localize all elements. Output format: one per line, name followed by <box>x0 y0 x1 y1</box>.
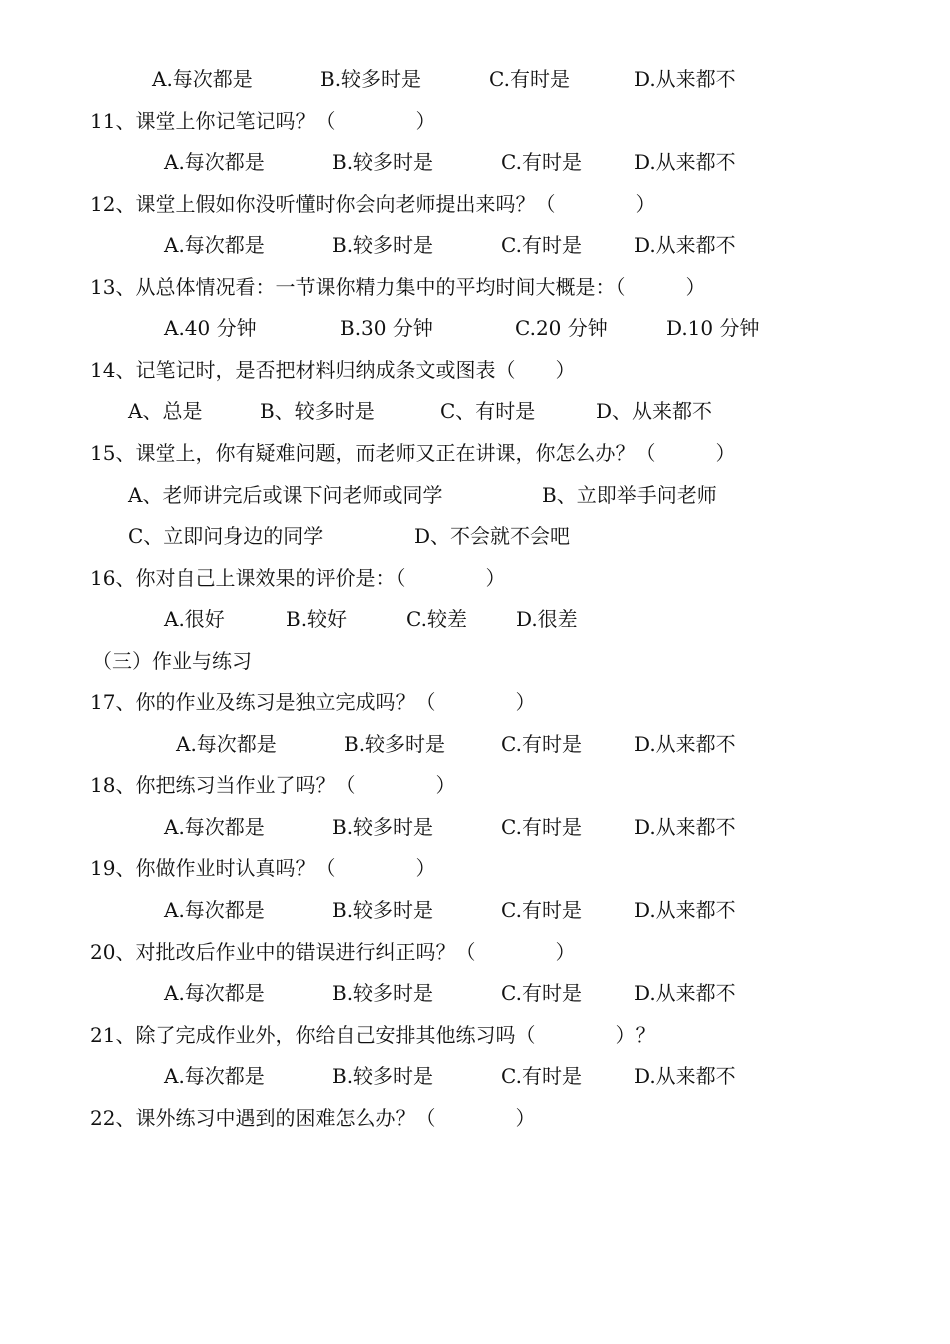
options-17 <box>0 729 950 759</box>
question-16: 16、你对自己上课效果的评价是：（ ） <box>90 566 506 590</box>
question-17: 17、你的作业及练习是独立完成吗？（ ） <box>90 690 536 714</box>
option-c: C.有时是 <box>501 233 582 257</box>
option-a: A.很好 <box>164 607 225 631</box>
question-21: 21、除了完成作业外，你给自己安排其他练习吗（ ）？ <box>90 1023 656 1047</box>
option-b: B.较多时是 <box>332 233 434 257</box>
option-c: C.有时是 <box>501 981 582 1005</box>
option-a: A.每次都是 <box>164 981 265 1005</box>
question-13: 13、从总体情况看：一节课你精力集中的平均时间大概是：（ ） <box>90 275 706 299</box>
question-12: 12、课堂上假如你没听懂时你会向老师提出来吗？（ ） <box>90 192 656 216</box>
option-b: B.30 分钟 <box>340 316 433 340</box>
option-a: A.每次都是 <box>152 67 253 91</box>
option-a: A.每次都是 <box>164 233 265 257</box>
option-b: B.较多时是 <box>332 1064 434 1088</box>
options-10 <box>0 64 950 94</box>
option-b: D、不会就不会吧 <box>414 524 571 548</box>
option-d: D.从来都不 <box>634 1064 736 1088</box>
option-c: C.有时是 <box>501 815 582 839</box>
option-a: A.每次都是 <box>164 815 265 839</box>
options-16 <box>0 604 950 634</box>
option-c: C.较差 <box>406 607 467 631</box>
options-18 <box>0 812 950 842</box>
option-b: B.较多时是 <box>332 898 434 922</box>
option-d: D.从来都不 <box>634 981 736 1005</box>
option-d: D、从来都不 <box>596 399 713 423</box>
option-a: C、立即问身边的同学 <box>128 524 324 548</box>
option-d: D.从来都不 <box>634 150 736 174</box>
option-b: B、较多时是 <box>260 399 375 423</box>
option-a: A、总是 <box>128 399 203 423</box>
question-11: 11、课堂上你记笔记吗？（ ） <box>90 109 436 133</box>
option-a: A.每次都是 <box>164 150 265 174</box>
option-c: C.有时是 <box>501 898 582 922</box>
question-22: 22、课外练习中遇到的困难怎么办？（ ） <box>90 1106 536 1130</box>
options-11 <box>0 147 950 177</box>
options-12 <box>0 230 950 260</box>
option-d: D.从来都不 <box>634 233 736 257</box>
question-19: 19、你做作业时认真吗？（ ） <box>90 856 436 880</box>
options-20 <box>0 978 950 1008</box>
question-18: 18、你把练习当作业了吗？（ ） <box>90 773 456 797</box>
option-c: C、有时是 <box>440 399 536 423</box>
options-14 <box>0 396 950 426</box>
option-c: C.有时是 <box>489 67 570 91</box>
options-13 <box>0 313 950 343</box>
option-b: B.较多时是 <box>344 732 446 756</box>
option-c: C.有时是 <box>501 150 582 174</box>
option-d: D.从来都不 <box>634 898 736 922</box>
option-d: D.10 分钟 <box>666 316 760 340</box>
option-b: B、立即举手问老师 <box>542 483 717 507</box>
options-19 <box>0 895 950 925</box>
option-d: D.很差 <box>516 607 578 631</box>
option-b: B.较好 <box>286 607 348 631</box>
options-15b <box>0 521 950 551</box>
option-a: A、老师讲完后或课下问老师或同学 <box>128 483 443 507</box>
option-c: C.20 分钟 <box>515 316 608 340</box>
option-a: A.40 分钟 <box>164 316 257 340</box>
option-a: A.每次都是 <box>164 898 265 922</box>
option-c: C.有时是 <box>501 732 582 756</box>
option-d: D.从来都不 <box>634 815 736 839</box>
option-b: B.较多时是 <box>332 815 434 839</box>
option-c: C.有时是 <box>501 1064 582 1088</box>
option-a: A.每次都是 <box>164 1064 265 1088</box>
option-b: B.较多时是 <box>320 67 422 91</box>
question-20: 20、对批改后作业中的错误进行纠正吗？（ ） <box>90 940 576 964</box>
option-d: D.从来都不 <box>634 67 736 91</box>
options-21 <box>0 1061 950 1091</box>
section-heading-3: （三）作业与练习 <box>92 649 252 673</box>
question-14: 14、记笔记时，是否把材料归纳成条文或图表（ ） <box>90 358 576 382</box>
option-a: A.每次都是 <box>176 732 277 756</box>
option-b: B.较多时是 <box>332 981 434 1005</box>
question-15: 15、课堂上，你有疑难问题，而老师又正在讲课，你怎么办？（ ） <box>90 441 736 465</box>
option-d: D.从来都不 <box>634 732 736 756</box>
option-b: B.较多时是 <box>332 150 434 174</box>
options-15a <box>0 480 950 510</box>
